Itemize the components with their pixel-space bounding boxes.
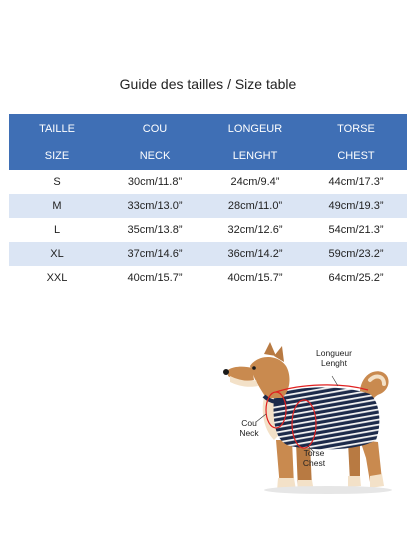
length-cell: 40cm/15.7”	[205, 266, 305, 290]
length-cell: 28cm/11.0”	[205, 194, 305, 218]
size-cell: XL	[9, 242, 105, 266]
length-cell: 24cm/9.4”	[205, 170, 305, 194]
neck-label-en: Neck	[239, 428, 259, 438]
size-cell: S	[9, 170, 105, 194]
chest-cell: 64cm/25.2”	[305, 266, 407, 290]
length-label-en: Lenght	[321, 358, 347, 368]
header-row-french	[9, 114, 407, 142]
length-cell: 32cm/12.6”	[205, 218, 305, 242]
table-row	[9, 218, 407, 242]
neck-cell: 40cm/15.7”	[105, 266, 205, 290]
size-cell: M	[9, 194, 105, 218]
chest-cell: 54cm/21.3”	[305, 218, 407, 242]
header-neck: NECK	[105, 142, 205, 170]
size-table	[9, 114, 407, 290]
table-row	[9, 194, 407, 218]
chest-cell: 49cm/19.3”	[305, 194, 407, 218]
length-label-fr: Longueur	[316, 348, 352, 358]
header-lenght: LENGHT	[205, 142, 305, 170]
header-row-english	[9, 142, 407, 170]
header-taille: TAILLE	[9, 114, 105, 142]
header-longeur: LONGEUR	[205, 114, 305, 142]
header-size: SIZE	[9, 142, 105, 170]
neck-label-fr: Cou	[241, 418, 257, 428]
chest-cell: 44cm/17.3”	[305, 170, 407, 194]
header-torse: TORSE	[305, 114, 407, 142]
table-row	[9, 170, 407, 194]
table-row	[9, 266, 407, 290]
neck-label	[236, 418, 262, 438]
table-row	[9, 242, 407, 266]
chest-cell: 59cm/23.2”	[305, 242, 407, 266]
size-cell: L	[9, 218, 105, 242]
length-label	[306, 348, 362, 368]
neck-cell: 35cm/13.8”	[105, 218, 205, 242]
header-chest: CHEST	[305, 142, 407, 170]
neck-cell: 33cm/13.0”	[105, 194, 205, 218]
size-cell: XXL	[9, 266, 105, 290]
chest-label	[296, 448, 332, 468]
neck-cell: 30cm/11.8”	[105, 170, 205, 194]
header-cou: COU	[105, 114, 205, 142]
dog-measurement-diagram	[220, 340, 416, 540]
neck-cell: 37cm/14.6”	[105, 242, 205, 266]
length-cell: 36cm/14.2”	[205, 242, 305, 266]
chest-label-fr: Torse	[303, 448, 325, 458]
dog-illustration	[220, 340, 416, 540]
chest-label-en: Chest	[302, 458, 326, 468]
page-title: Guide des tailles / Size table	[119, 76, 297, 92]
